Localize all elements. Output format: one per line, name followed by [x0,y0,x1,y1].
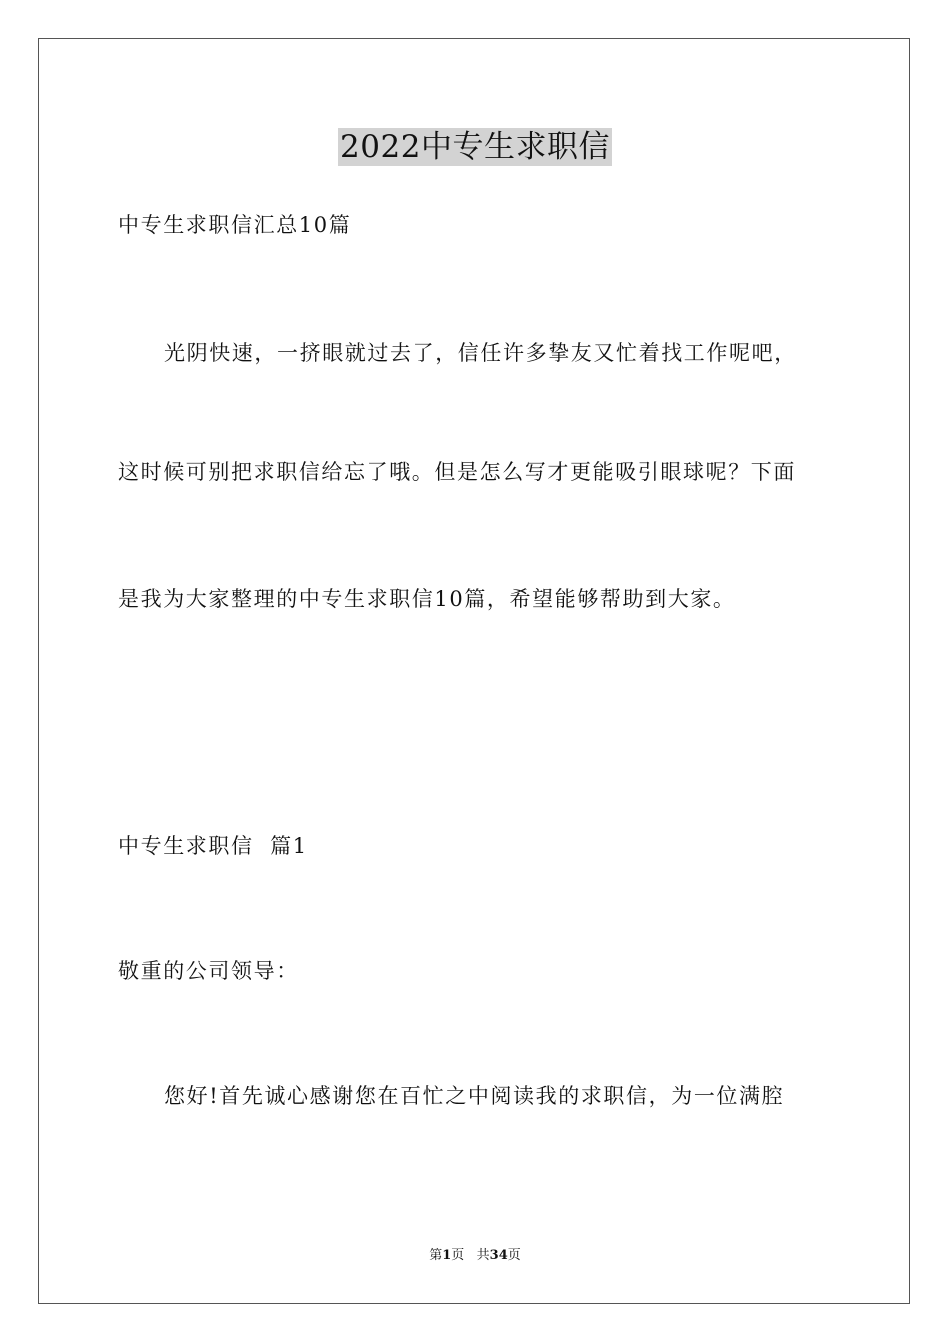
intro-line-1: 光阴快速，一挤眼就过去了，信任许多挚友又忙着找工作呢吧， [164,341,797,365]
document-title: 2022中专生求职信 [340,129,610,165]
footer-total-pages: 34 [489,1248,508,1263]
footer-suffix: 页 [507,1248,521,1263]
footer-current-page: 1 [442,1248,452,1263]
document-subtitle: 中专生求职信汇总10篇 [118,213,352,237]
intro-line-3: 是我为大家整理的中专生求职信10篇，希望能够帮助到大家。 [118,587,736,611]
section-heading: 中专生求职信 篇1 [118,834,308,858]
body-paragraph-line: 您好!首先诚心感谢您在百忙之中阅读我的求职信，为一位满腔 [164,1084,785,1108]
page-footer [0,1247,950,1265]
intro-line-2: 这时候可别把求职信给忘了哦。但是怎么写才更能吸引眼球呢？下面 [118,460,796,484]
footer-middle: 页 共 [451,1248,490,1263]
title-container [0,128,950,166]
footer-prefix: 第 [429,1248,443,1263]
salutation: 敬重的公司领导： [118,959,299,983]
